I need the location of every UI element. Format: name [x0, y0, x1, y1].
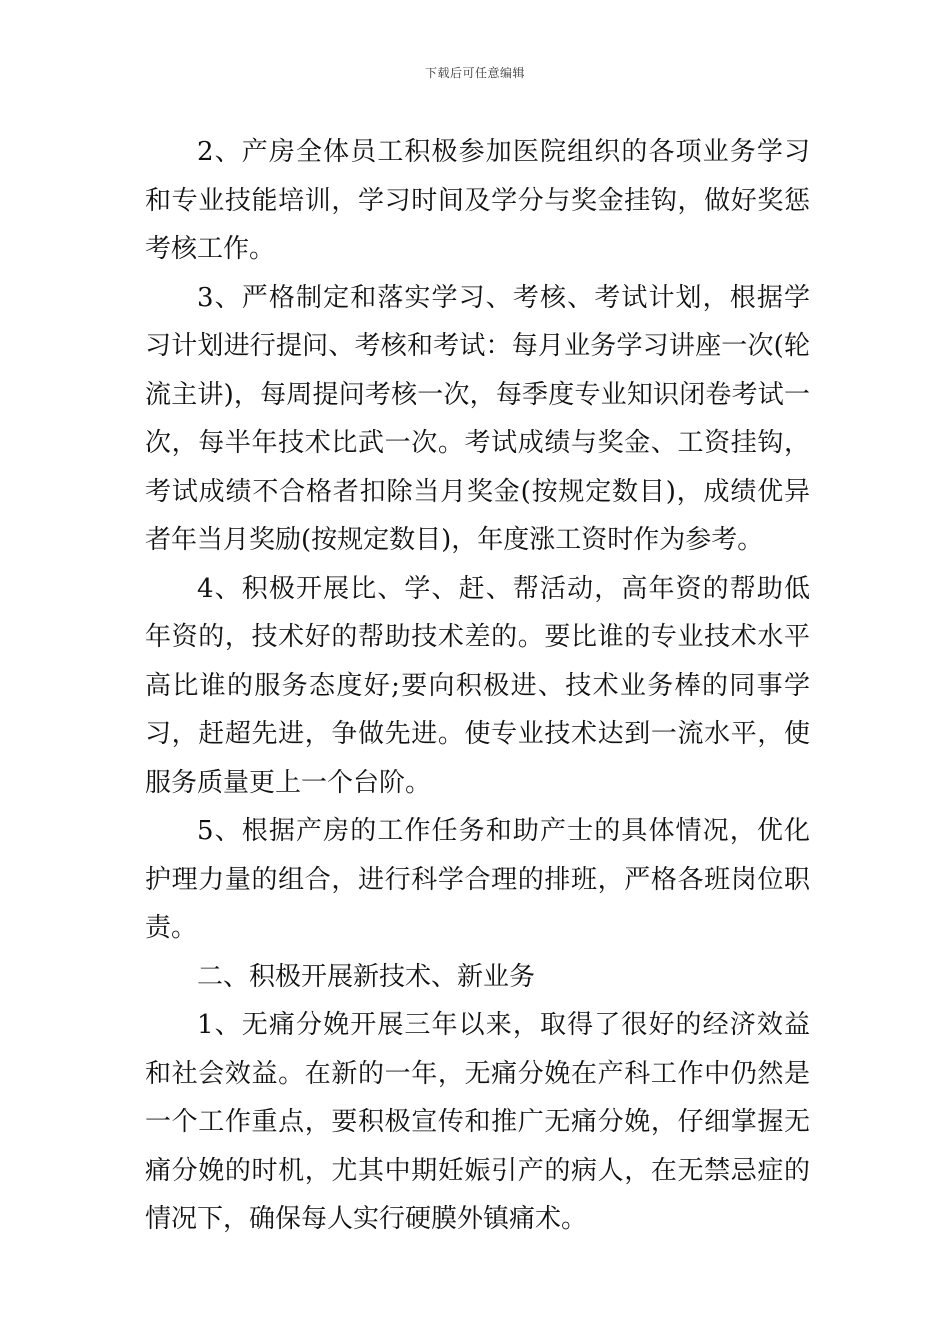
paragraph-item-2-training: 2、产房全体员工积极参加医院组织的各项业务学习和专业技能培训，学习时间及学分与奖金挂钩，做好奖惩考核工作。	[145, 137, 810, 264]
paragraph-item-4-mentoring: 4、积极开展比、学、赶、帮活动，高年资的帮助低年资的，技术好的帮助技术差的。要比谁的专业技术水平高比谁的服务态度好;要向积极进、技术业务棒的同事学习，赶超先进，争做先进。使专业技术达到一流水平，使服务质量更上一个台阶。	[145, 573, 810, 798]
document-body	[145, 128, 810, 1244]
section-heading-new-techniques: 二、积极开展新技术、新业务	[197, 961, 536, 992]
page-header-note: 下载后可任意编辑	[424, 66, 525, 80]
paragraph-item-3-assessment-plan: 3、严格制定和落实学习、考核、考试计划，根据学习计划进行提问、考核和考试：每月业务学习讲座一次(轮流主讲)，每周提问考核一次，每季度专业知识闭卷考试一次，每半年技术比武一次。考试成绩与奖金、工资挂钩，考试成绩不合格者扣除当月奖金(按规定数目)，成绩优异者年当月奖励(按规定数目)，年度涨工资时作为参考。	[145, 282, 810, 555]
paragraph-item-5-staffing: 5、根据产房的工作任务和助产士的具体情况，优化护理力量的组合，进行科学合理的排班，严格各班岗位职责。	[145, 816, 810, 943]
paragraph-item-1-painless-delivery: 1、无痛分娩开展三年以来，取得了很好的经济效益和社会效益。在新的一年，无痛分娩在产科工作中仍然是一个工作重点，要积极宣传和推广无痛分娩，仔细掌握无痛分娩的时机，尤其中期妊娠引产的病人，在无禁忌症的情况下，确保每人实行硬膜外镇痛术。	[145, 1010, 810, 1234]
